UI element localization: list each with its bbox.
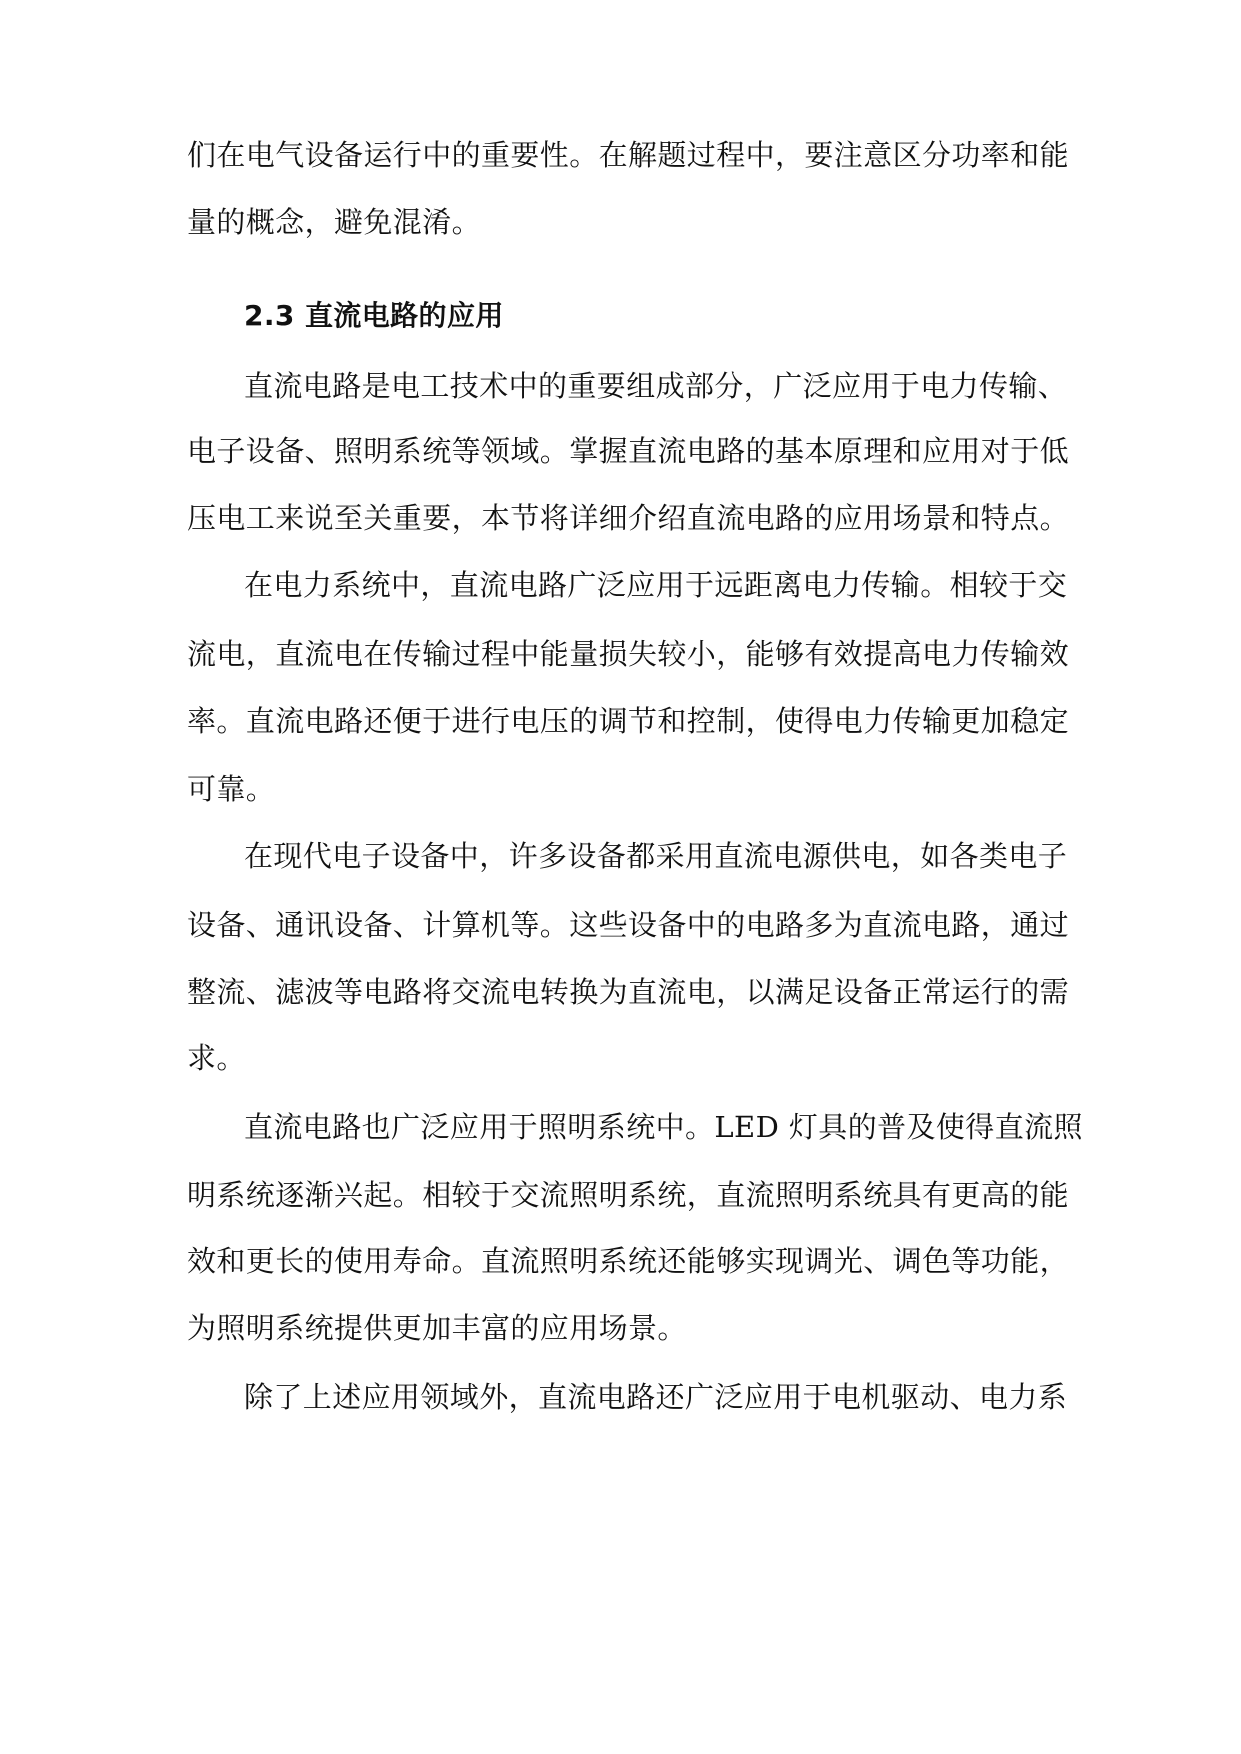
intro-line-2: 量的概念，避免混淆。 bbox=[187, 205, 482, 239]
paragraph-4-line-2: 明系统逐渐兴起。相较于交流照明系统，直流照明系统具有更高的能 bbox=[187, 1178, 1070, 1212]
paragraph-5-line-1: 除了上述应用领域外，直流电路还广泛应用于电机驱动、电力系 bbox=[244, 1380, 1068, 1414]
paragraph-4-line-1: 直流电路也广泛应用于照明系统中。LED 灯具的普及使得直流照 bbox=[244, 1110, 1083, 1144]
section-heading: 2.3 直流电路的应用 bbox=[244, 299, 504, 332]
paragraph-1-line-1: 直流电路是电工技术中的重要组成部分，广泛应用于电力传输、 bbox=[244, 369, 1068, 403]
paragraph-2-line-3: 率。直流电路还便于进行电压的调节和控制，使得电力传输更加稳定 bbox=[187, 704, 1070, 738]
paragraph-1-line-2: 电子设备、照明系统等领域。掌握直流电路的基本原理和应用对于低 bbox=[187, 434, 1070, 468]
paragraph-3-line-3: 整流、滤波等电路将交流电转换为直流电，以满足设备正常运行的需 bbox=[187, 975, 1070, 1009]
intro-line-1: 们在电气设备运行中的重要性。在解题过程中，要注意区分功率和能 bbox=[187, 138, 1070, 172]
paragraph-3-line-1: 在现代电子设备中，许多设备都采用直流电源供电，如各类电子 bbox=[244, 839, 1068, 873]
paragraph-3-line-4: 求。 bbox=[187, 1041, 246, 1075]
paragraph-4-line-3: 效和更长的使用寿命。直流照明系统还能够实现调光、调色等功能， bbox=[187, 1244, 1070, 1278]
paragraph-3-line-2: 设备、通讯设备、计算机等。这些设备中的电路多为直流电路，通过 bbox=[187, 908, 1070, 942]
paragraph-2-line-2: 流电，直流电在传输过程中能量损失较小，能够有效提高电力传输效 bbox=[187, 637, 1070, 671]
paragraph-2-line-1: 在电力系统中，直流电路广泛应用于远距离电力传输。相较于交 bbox=[244, 568, 1068, 602]
paragraph-2-line-4: 可靠。 bbox=[187, 772, 276, 806]
paragraph-1-line-3: 压电工来说至关重要，本节将详细介绍直流电路的应用场景和特点。 bbox=[187, 501, 1070, 535]
paragraph-4-line-4: 为照明系统提供更加丰富的应用场景。 bbox=[187, 1311, 687, 1345]
